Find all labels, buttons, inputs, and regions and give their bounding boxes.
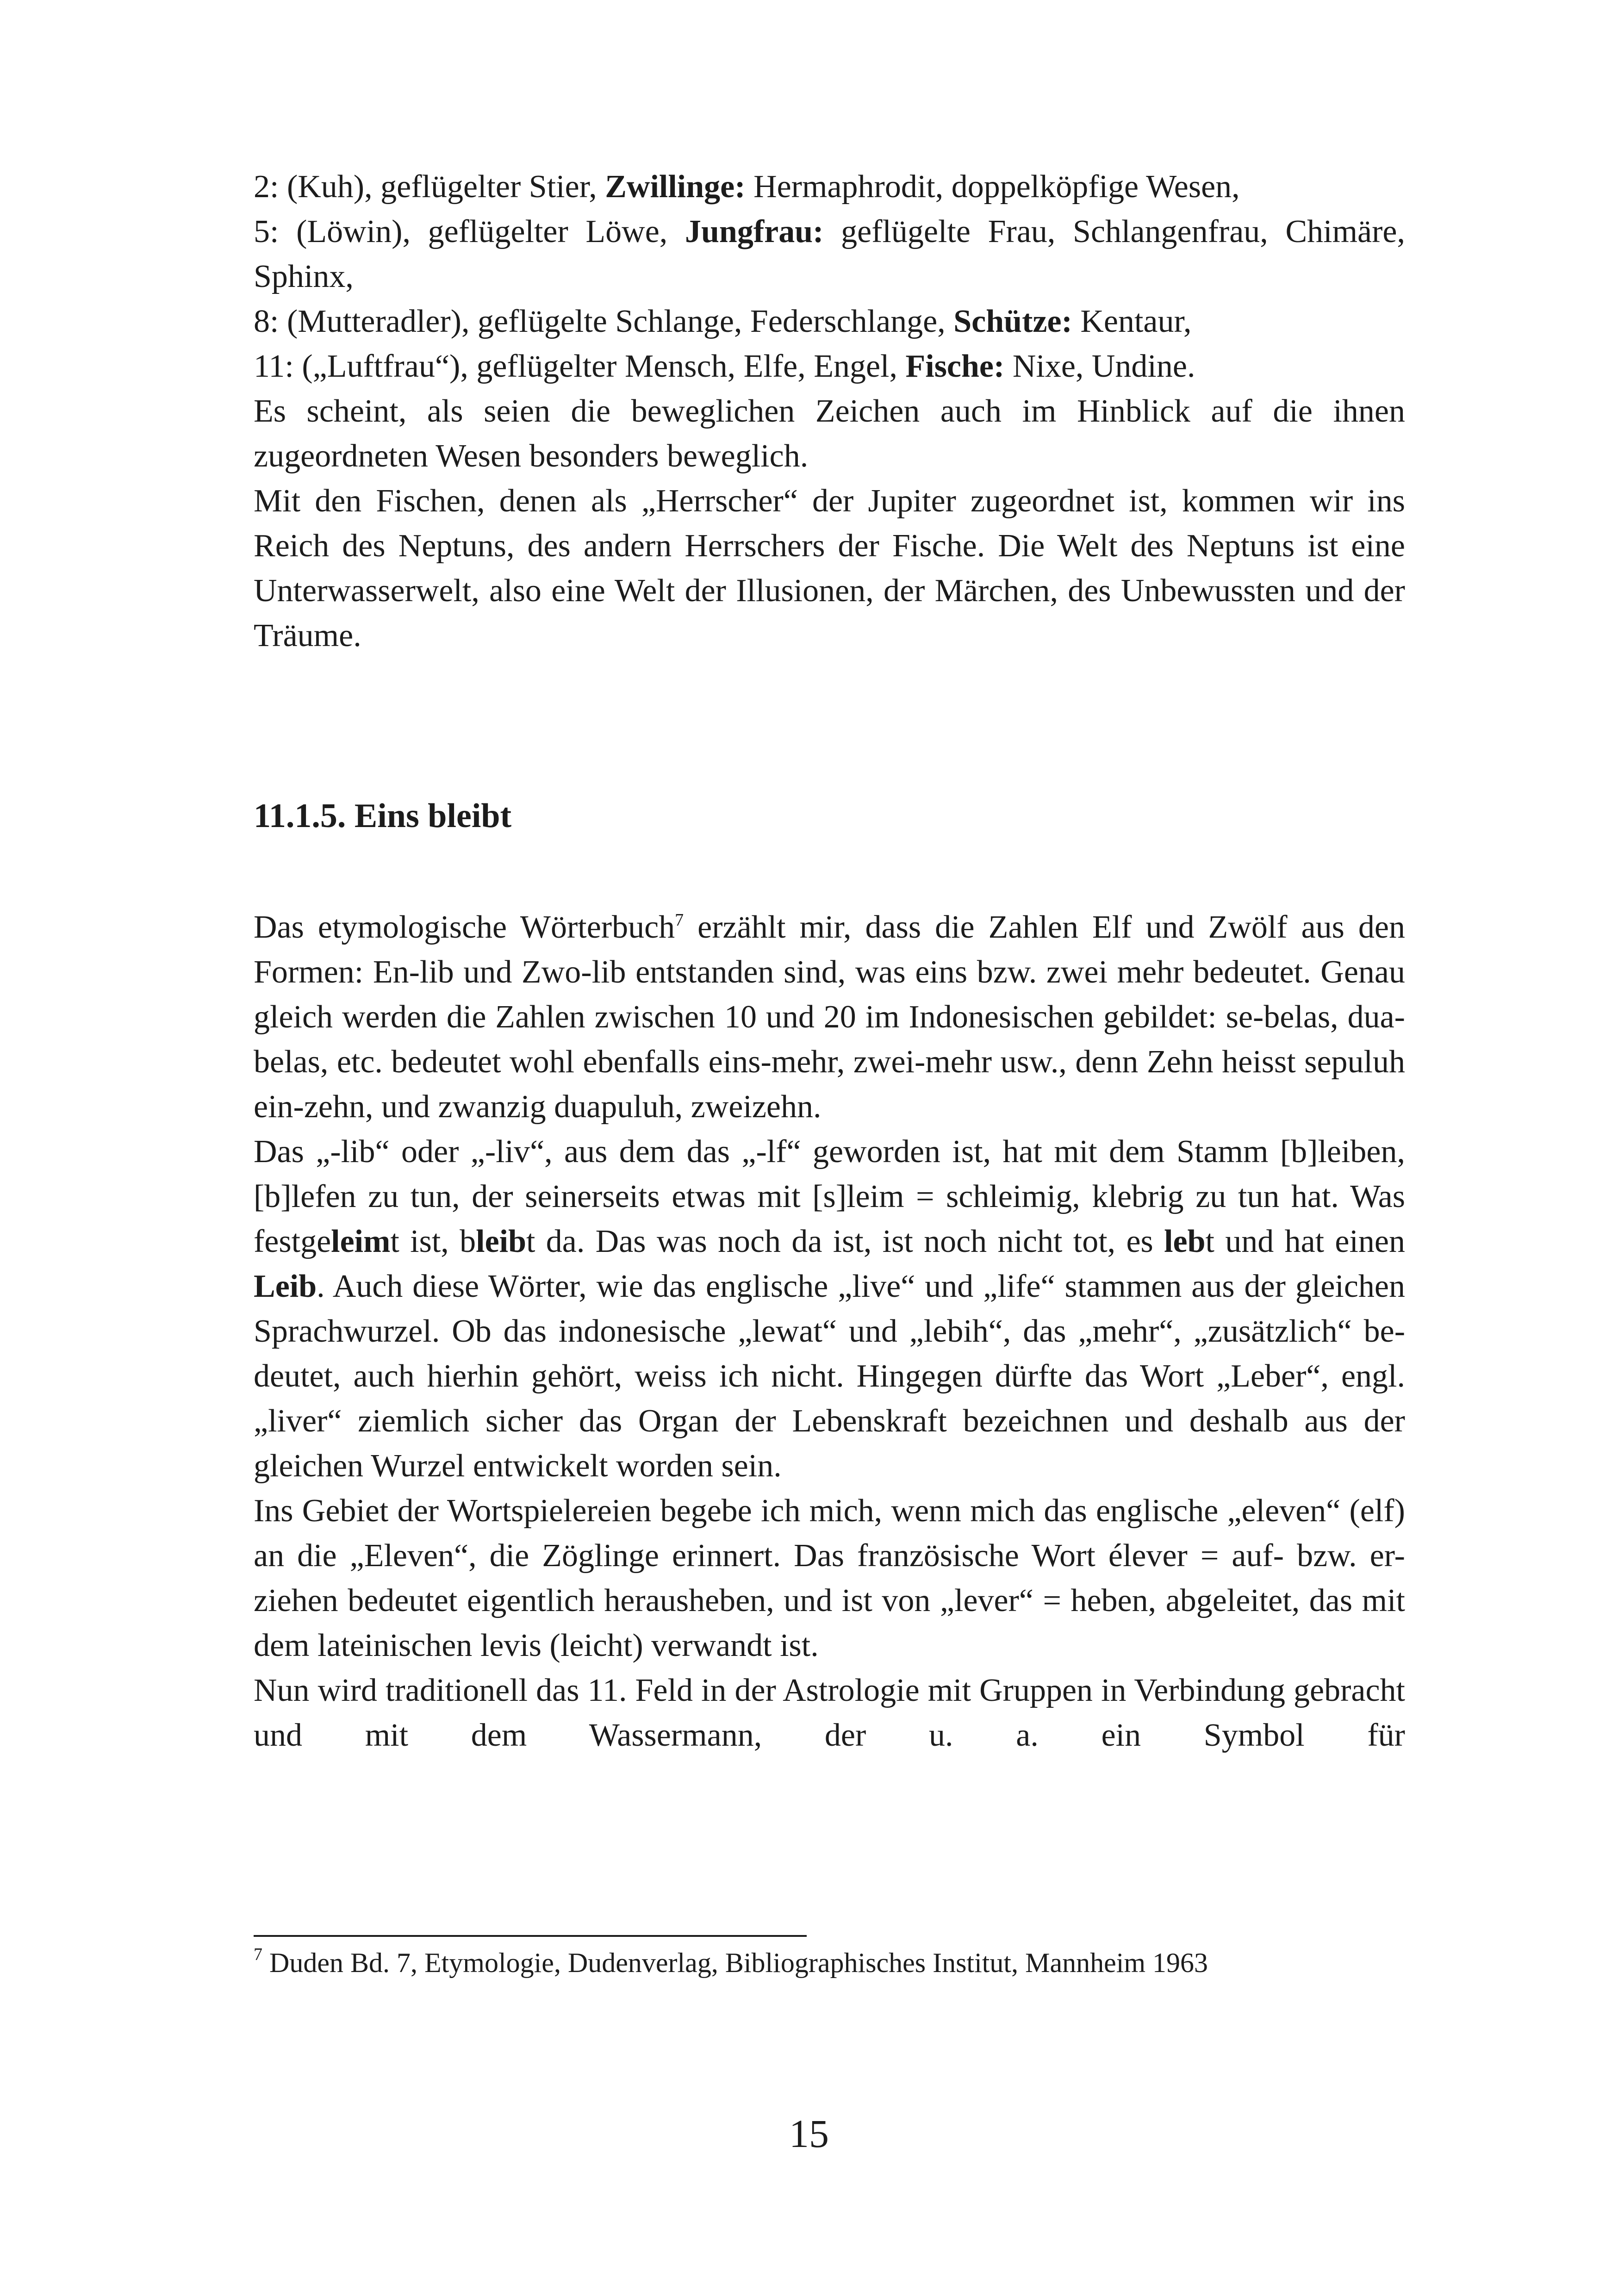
- page-number: 15: [789, 2111, 829, 2156]
- paragraph-wassermann: Nun wird traditionell das 11. Feld in der Astrologie mit Gruppen in Verbindung gebracht und mit dem Wassermann, der u. a. ein Symbol für: [254, 1673, 1405, 1753]
- footnote-divider: [254, 1935, 807, 1937]
- sign-line-schuetze: 8: (Mutteradler), geflügelte Schlange, Federschlange, Schütze: Kentaur,: [254, 304, 1192, 339]
- intro-block: [254, 164, 1405, 658]
- paragraph-fische-neptun: Mit den Fischen, denen als „Herrscher“ der Jupiter zugeordnet ist, kommen wir ins Reich des Neptuns, des andern Herrschers der Fische. Die Welt des Neptuns ist eine Unterwasserwelt, also eine Welt der Illusionen, der Märchen, des Unbewussten und der Träume.: [254, 483, 1405, 653]
- paragraph-bewegliche-zeichen: Es scheint, als seien die beweglichen Zeichen auch im Hinblick auf die ihnen zugeordneten Wesen besonders beweglich.: [254, 393, 1405, 474]
- sign-line-jungfrau: 5: (Löwin), geflügelter Löwe, Jungfrau: geflügelte Frau, Schlangenfrau, Chimäre, Sphinx,: [254, 214, 1405, 294]
- section-heading: 11.1.5. Eins bleibt: [254, 797, 512, 835]
- footnote-ref: 7: [675, 910, 684, 930]
- footnote-marker: 7: [254, 1945, 262, 1964]
- section-text: [254, 905, 1405, 1758]
- paragraph-etymologie: Das etymologische Wörterbuch$^7$ erzählt mir, dass die Zahlen Elf und Zwölf aus den Formen: En-lib und Zwo-lib entstanden sind, was eins bzw. zwei mehr bedeutet. Genau gleich werden die Zahlen zwischen 10 und 20 im Indonesischen gebildet: se-belas, dua-belas, etc. bedeutet wohl ebenfalls eins-mehr, zwei-mehr usw., denn Zehn heisst sepuluh ein-zehn, und zwanzig duapuluh, zweizehn.: [254, 909, 1406, 1125]
- paragraph-lib-liv: Das „-lib“ oder „-liv“, aus dem das „-lf“ geworden ist, hat mit dem Stamm [b]leiben, [b]lefen zu tun, der seinerseits etwas mit [s]leim = schleimig, klebrig zu tun hat. Was festgeleimt ist, bleibt da. Das was noch da ist, ist noch nicht tot, es lebt und hat einen Leib. Auch diese Wörter, wie das englische „live“ und „life“ stammen aus der gleichen Sprachwurzel. Ob das indonesische „lewat“ und „lebih“, das „mehr“, „zusätzlich“ bedeutet, auch hierhin gehört, weiss ich nicht. Hingegen dürfte das Wort „Leber“, engl. „liver“ ziemlich sicher das Organ der Lebenskraft bezeichnen und deshalb aus der gleichen Wurzel entwickelt worden sein.: [254, 1134, 1405, 1484]
- footnote: $^7$ Duden Bd. 7, Etymologie, Dudenverlag, Bibliographisches Institut, Mannheim 1963: [254, 1945, 1208, 1978]
- sign-line-zwillinge: 2: (Kuh), geflügelter Stier, Zwillinge: Hermaphrodit, doppelköpfige Wesen,: [254, 169, 1240, 205]
- sign-line-fische: 11: („Luftfrau“), geflügelter Mensch, Elfe, Engel, Fische: Nixe, Undine.: [254, 348, 1195, 384]
- paragraph-eleven: Ins Gebiet der Wortspielereien begebe ich mich, wenn mich das englische „eleven“ (elf) an die „Eleven“, die Zöglinge erinnert. Das französische Wort élever = auf- bzw. er-ziehen bedeutet eigentlich herausheben, und ist von „lever“ = heben, abgeleitet, das mit dem lateinischen levis (leicht) verwandt ist.: [254, 1493, 1405, 1663]
